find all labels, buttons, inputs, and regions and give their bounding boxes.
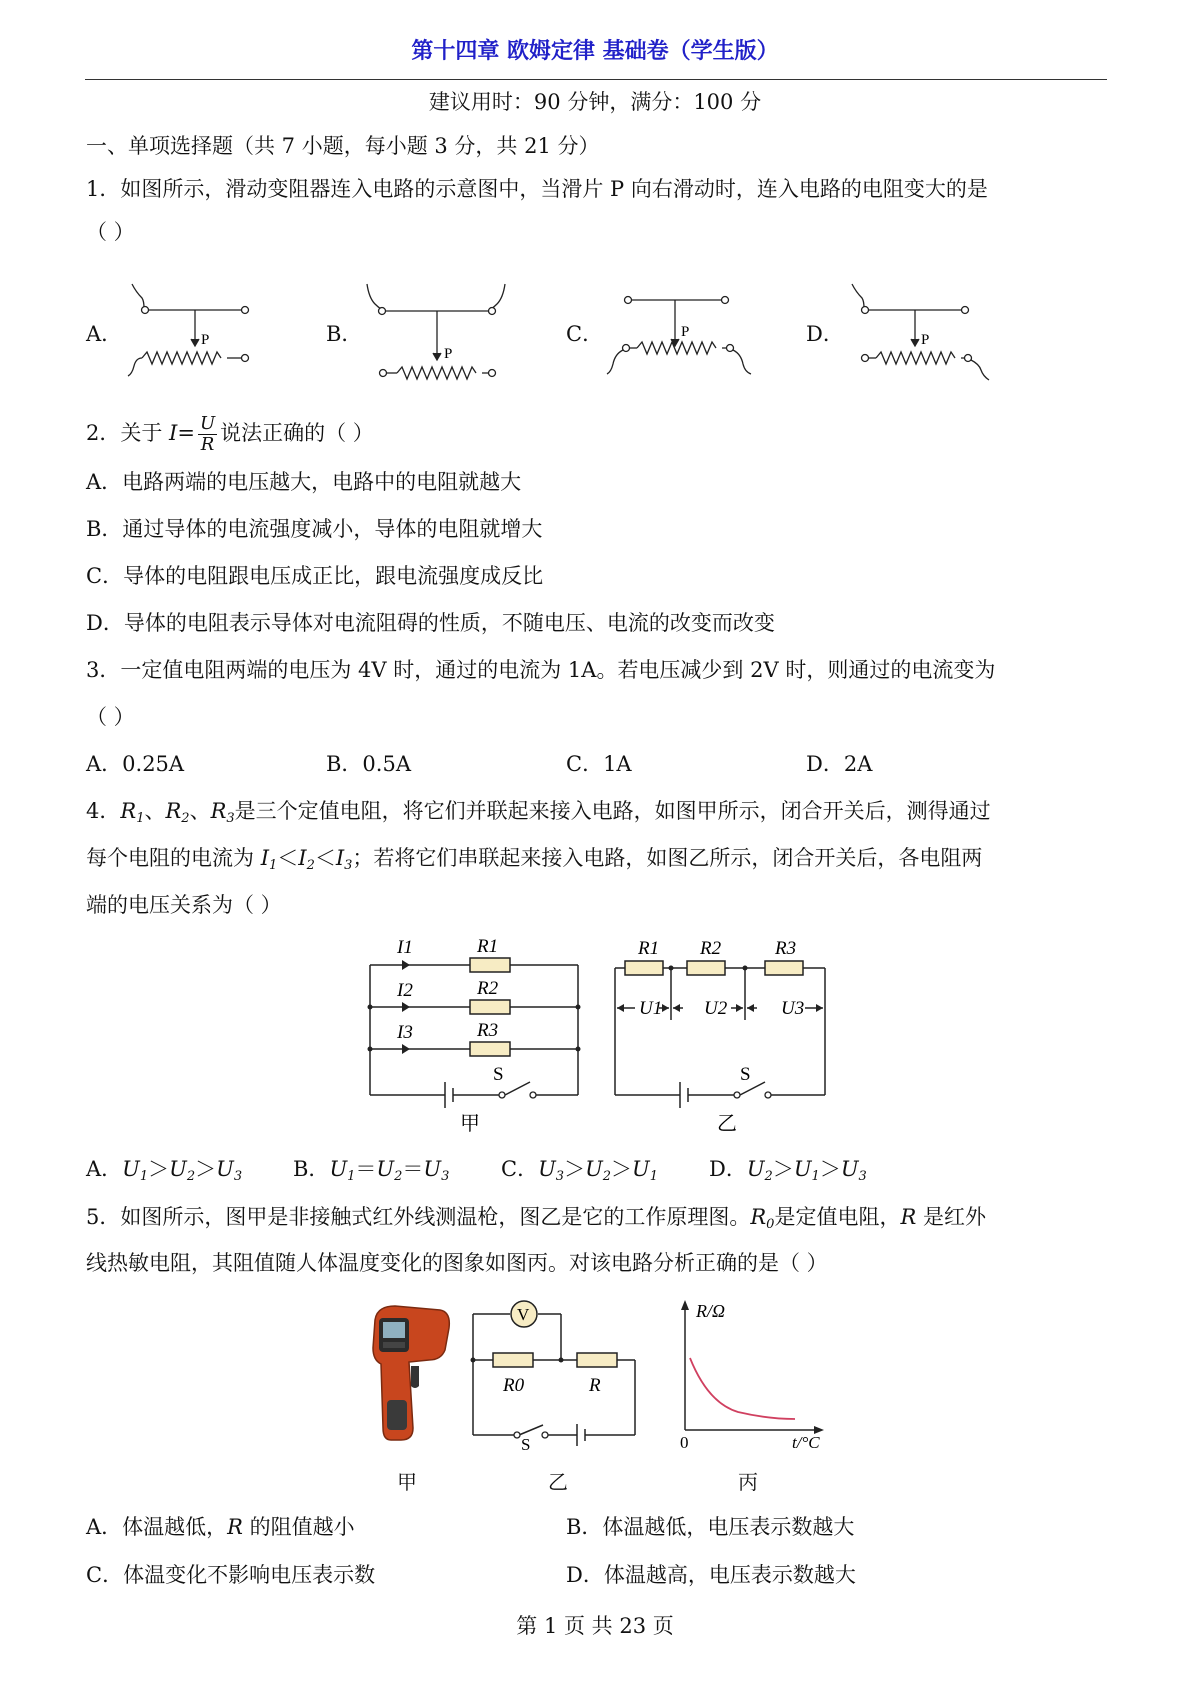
switch-label-yi: S (740, 1064, 751, 1085)
q2-option-a: A．电路两端的电压越大，电路中的电阻就越大 (86, 470, 522, 494)
q5-line1-b: 是定值电阻， (774, 1205, 901, 1229)
current-label-i3: I3 (397, 1022, 413, 1043)
q1-option-b-label: B． (326, 322, 363, 346)
q3-option-c: C．1A (566, 752, 632, 776)
infrared-thermometer-image (365, 1300, 455, 1450)
time-score-info: 建议用时：90 分钟，满分：100 分 (428, 90, 762, 114)
caption-jia: 甲 (460, 1113, 480, 1135)
q4-line1-text: 是三个定值电阻，将它们并联起来接入电路，如图甲所示，闭合开关后，测得通过 (234, 799, 991, 823)
resistor-label-r3-jia: R3 (477, 1020, 499, 1041)
graph-x-axis-label: t/°C (792, 1433, 820, 1452)
q3-option-b: B．0.5A (326, 752, 411, 776)
resistor-label-r2-yi: R2 (700, 938, 722, 959)
q4-option-d: D．$U_2>U_1>U_3$ (709, 1157, 867, 1184)
q2-formula-eq: = (177, 421, 195, 445)
resistor-label-r2-jia: R2 (477, 978, 499, 999)
rheostat-diagram-d (840, 278, 1000, 388)
q4-option-a: A．$U_1>U_2>U_3$ (86, 1157, 243, 1184)
resistor-label-r0: R0 (503, 1375, 525, 1396)
q5-line1: 5．如图所示，图甲是非接触式红外线测温枪，图乙是它的工作原理图。$R_0$是定值电阻，R 是红外 (86, 1205, 986, 1232)
q2-formula-denominator: R (200, 434, 215, 455)
rheostat-diagram-b (355, 278, 515, 388)
resistor-label-r3-yi: R3 (775, 938, 797, 959)
resistance-temperature-graph (668, 1298, 838, 1453)
header-rule (85, 79, 1107, 80)
current-label-i1: I1 (397, 937, 413, 958)
q3-stem: 3．一定值电阻两端的电压为 4V 时，通过的电流为 1A。若电压减少到 2V 时，则通过的电流变为 (86, 658, 996, 682)
voltage-label-u1: U1 (639, 998, 663, 1019)
q5-option-c: C．体温变化不影响电压表示数 (86, 1563, 376, 1587)
rheostat-diagram-a (120, 278, 260, 388)
switch-label-q5: S (521, 1435, 531, 1450)
q1-paren: （ ） (86, 220, 135, 244)
rheostat-diagram-c (600, 278, 760, 388)
q3-option-a: A．0.25A (86, 752, 185, 776)
graph-origin-label: 0 (680, 1433, 689, 1452)
slider-p-label-b: P (444, 346, 453, 362)
q2-formula-numerator: U (199, 413, 216, 434)
q5-caption-jia: 甲 (397, 1470, 417, 1494)
q5-line2: 线热敏电阻，其阻值随人体温度变化的图象如图丙。对该电路分析正确的是（ ） (86, 1251, 828, 1275)
q2-formula-fraction (198, 414, 217, 455)
q5-caption-yi: 乙 (548, 1470, 568, 1494)
slider-p-label-c: P (681, 324, 690, 340)
document-title: 第十四章 欧姆定律 基础卷（学生版） (411, 39, 779, 64)
resistor-label-r1-jia: R1 (477, 936, 499, 957)
q5-line1-c: 是红外 (922, 1205, 986, 1229)
q2-prefix: 2．关于 (86, 421, 170, 445)
resistor-label-r: R (589, 1375, 601, 1396)
current-label-i2: I2 (397, 980, 413, 1001)
q5-option-d: D．体温越高，电压表示数越大 (566, 1563, 856, 1587)
series-circuit-diagram (605, 930, 845, 1140)
switch-label-jia: S (493, 1064, 504, 1085)
parallel-circuit-diagram (360, 930, 590, 1140)
section-heading: 一、单项选择题（共 7 小题，每小题 3 分，共 21 分） (86, 134, 600, 158)
q1-option-c-label: C． (566, 322, 604, 346)
q4-line2: 每个电阻的电流为 $I_1<I_2<I_3$；若将它们串联起来接入电路，如图乙所示，闭合开关后，各电阻两 (86, 846, 983, 873)
q4-option-b: B．$U_1=U_2=U_3$ (293, 1157, 450, 1184)
q2-suffix: 说法正确的（ ） (220, 421, 374, 445)
slider-p-label-d: P (921, 332, 930, 348)
q3-option-d: D．2A (806, 752, 873, 776)
resistor-label-r1-yi: R1 (638, 938, 660, 959)
voltage-label-u3: U3 (781, 998, 805, 1019)
q4-line2-tail: ；若将它们串联起来接入电路，如图乙所示，闭合开关后，各电阻两 (352, 846, 983, 870)
q5-line1-a: 5．如图所示，图甲是非接触式红外线测温枪，图乙是它的工作原理图。 (86, 1205, 751, 1229)
thermometer-circuit-diagram (465, 1300, 650, 1450)
q4-option-c: C．$U_3>U_2>U_1$ (501, 1157, 659, 1184)
q5-caption-bing: 丙 (738, 1470, 758, 1494)
graph-y-axis-label: R/Ω (696, 1301, 726, 1321)
q2-option-b: B．通过导体的电流强度减小，导体的电阻就增大 (86, 517, 543, 541)
caption-yi: 乙 (717, 1113, 737, 1135)
q2-option-d: D．导体的电阻表示导体对电流阻碍的性质，不随电压、电流的改变而改变 (86, 611, 775, 635)
q4-line2-head: 每个电阻的电流为 (86, 846, 261, 870)
q4-line1: 4．$R_1$、$R_2$、$R_3$是三个定值电阻，将它们并联起来接入电路，如图甲所示，闭合开关后，测得通过 (86, 799, 991, 826)
q2-formula-lhs: I (169, 421, 178, 445)
voltmeter-label: V (517, 1305, 530, 1324)
q2-option-c: C．导体的电阻跟电压成正比，跟电流强度成反比 (86, 564, 544, 588)
q1-option-a-label: A． (86, 322, 123, 346)
q5-option-a: A．体温越低，R 的阻值越小 (86, 1515, 355, 1539)
q1-option-d-label: D． (806, 322, 844, 346)
q3-paren: （ ） (86, 705, 135, 729)
q4-line3: 端的电压关系为（ ） (86, 893, 282, 917)
q2-stem (86, 414, 374, 455)
voltage-label-u2: U2 (704, 998, 728, 1019)
q5-option-b: B．体温越低，电压表示数越大 (566, 1515, 855, 1539)
slider-p-label-a: P (201, 332, 210, 348)
q1-stem: 1．如图所示，滑动变阻器连入电路的示意图中，当滑片 P 向右滑动时，连入电路的电阻变大的是 (86, 177, 988, 201)
page-footer: 第 1 页 共 23 页 (516, 1614, 674, 1638)
